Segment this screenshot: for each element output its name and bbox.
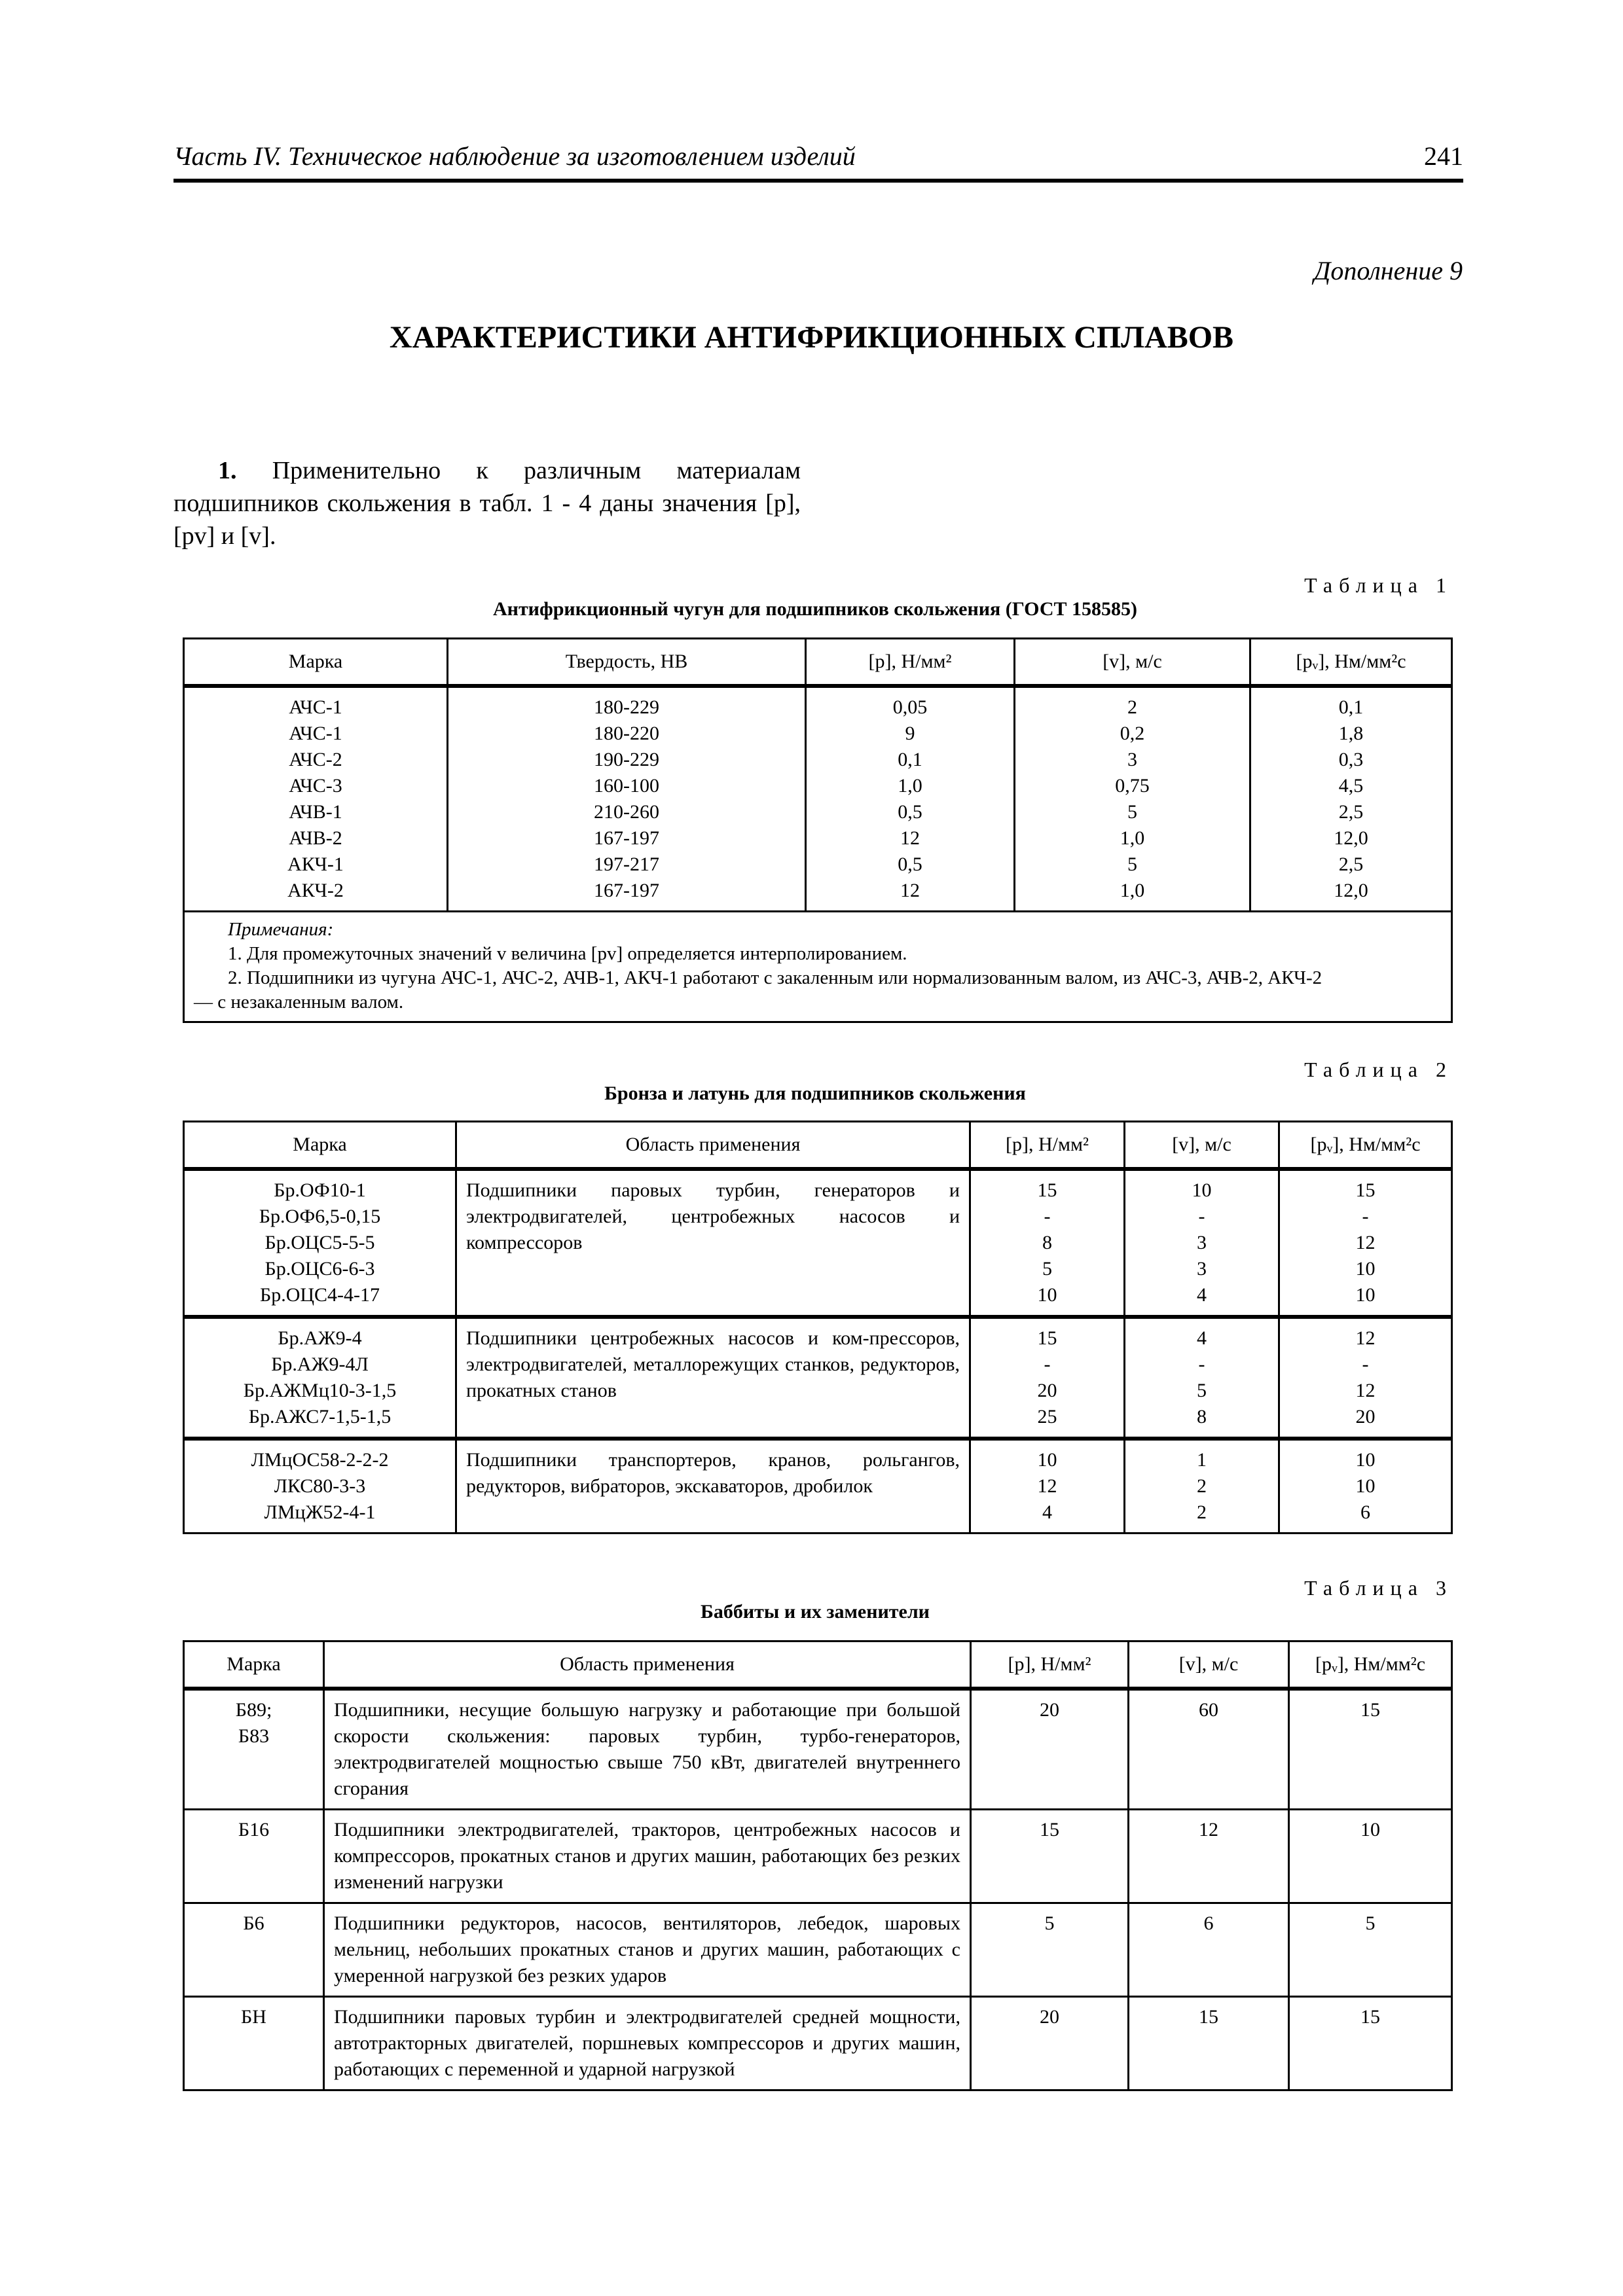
cell-value: - (1044, 1206, 1051, 1227)
cell-value: 2,5 (1338, 853, 1364, 875)
column-header: Марка (184, 1122, 456, 1170)
cell-value: 8 (1197, 1406, 1207, 1427)
cell-value: 12 (900, 880, 920, 901)
grade: Бр.ОЦС5-5-5 (264, 1232, 375, 1253)
cell-value: 10 (1355, 1284, 1376, 1306)
cell-value: - (1198, 1354, 1205, 1375)
cell-value: 9 (905, 723, 915, 744)
note-text: — с незакаленным валом. (194, 992, 404, 1013)
grade: ЛКС80-3-3 (274, 1475, 366, 1497)
grade: Бр.АЖМц10-3-1,5 (243, 1380, 397, 1401)
cell-value: 0,5 (898, 801, 922, 823)
table-row (184, 1689, 1452, 1810)
note-text: 1. Для промежуточных значений v величина [pv] определяется интерполированием. (228, 943, 907, 964)
table-cell (184, 686, 448, 912)
column-header: Марка (184, 639, 448, 687)
cell-value: 15 (1037, 1179, 1057, 1201)
table-cell (1250, 686, 1452, 912)
use-cell: Подшипники, несущие большую нагрузку и работающие при большой скорости скольжения: паровых турбин, турбо-генераторов, электродвигателей мощностью свыше 750 кВт, двигателей внутреннего сгорания (324, 1689, 971, 1810)
cell-value: 4 (1042, 1501, 1052, 1523)
column-header: Твердость, НВ (448, 639, 806, 687)
grade: ЛМцЖ52-4-1 (264, 1501, 376, 1523)
cell-value: 3 (1197, 1258, 1207, 1280)
table-row (184, 1169, 1452, 1317)
column-header: [p], Н/мм² (806, 639, 1015, 687)
table-cell (1015, 686, 1250, 912)
column-header: [v], м/с (1125, 1122, 1279, 1170)
v-cell: 12 (1129, 1810, 1289, 1903)
column-header: Область применения (456, 1122, 970, 1170)
cell-value: 4 (1197, 1327, 1207, 1349)
v-cell: 60 (1129, 1689, 1289, 1810)
column-header: [pᵥ], Нм/мм²с (1289, 1641, 1452, 1689)
use-cell (456, 1317, 970, 1439)
cell-value: АЧС-3 (289, 775, 342, 797)
p-cell (970, 1439, 1125, 1534)
cell-value: 4,5 (1338, 775, 1364, 797)
cell-value: 4 (1197, 1284, 1207, 1306)
cell-value: 2 (1127, 696, 1137, 718)
v-cell (1125, 1317, 1279, 1439)
pv-cell: 10 (1289, 1810, 1452, 1903)
column-header: [v], м/с (1015, 639, 1250, 687)
p-cell: 5 (971, 1903, 1129, 1997)
column-header: [pᵥ], Нм/мм²с (1279, 1122, 1452, 1170)
cell-value: 5 (1127, 801, 1137, 823)
cell-value: 180-220 (594, 723, 659, 744)
pv-cell (1279, 1169, 1452, 1317)
grade: Бр.ОФ6,5-0,15 (259, 1206, 381, 1227)
table2-caption: Бронза и латунь для подшипников скольжения (604, 1083, 1026, 1104)
cell-value: 5 (1127, 853, 1137, 875)
column-header: [p], Н/мм² (970, 1122, 1125, 1170)
table-row (184, 686, 1452, 912)
cell-value: 10 (1355, 1449, 1376, 1471)
table-row (184, 1810, 1452, 1903)
application-text: Подшипники центробежных насосов и ком-прессоров, электродвигателей, металлорежущих станков, редукторов, прокатных станов (466, 1327, 960, 1401)
grade: Бр.АЖ9-4Л (271, 1354, 369, 1375)
cell-value: 2,5 (1338, 801, 1364, 823)
pv-cell: 15 (1289, 1689, 1452, 1810)
cell-value: АКЧ-1 (287, 853, 344, 875)
use-cell (456, 1169, 970, 1317)
table2-label: Таблица 2 (1304, 1058, 1453, 1081)
p-cell (970, 1317, 1125, 1439)
cell-value: 0,3 (1338, 749, 1364, 770)
use-cell: Подшипники редукторов, насосов, вентиляторов, лебедок, шаровых мельниц, небольших прокатных станов и других машин, работающих с умеренной нагрузкой без резких ударов (324, 1903, 971, 1997)
cell-value: 3 (1127, 749, 1137, 770)
cell-value: 1,0 (1120, 827, 1145, 849)
cell-value: - (1198, 1206, 1205, 1227)
p-cell: 20 (971, 1997, 1129, 2090)
grade: Бр.АЖС7-1,5-1,5 (248, 1406, 392, 1427)
pv-cell (1279, 1317, 1452, 1439)
grades-cell (184, 1169, 456, 1317)
table3-label: Таблица 3 (1304, 1576, 1453, 1600)
grade: Бр.ОФ10-1 (274, 1179, 366, 1201)
table-row (184, 1903, 1452, 1997)
table-row (184, 1439, 1452, 1534)
p-cell: 20 (971, 1689, 1129, 1810)
table1-caption: Антифрикционный чугун для подшипников скольжения (ГОСТ 158585) (493, 598, 1137, 620)
grade: Бр.ОЦС4-4-17 (259, 1284, 380, 1306)
notes-title: Примечания: (228, 919, 334, 940)
table-row (184, 1997, 1452, 2090)
cell-value: 12 (900, 827, 920, 849)
cell-value: 210-260 (594, 801, 659, 823)
v-cell (1125, 1439, 1279, 1534)
cell-value: 3 (1197, 1232, 1207, 1253)
table3 (183, 1640, 1453, 2091)
cell-value: - (1362, 1354, 1369, 1375)
grades-cell (184, 1439, 456, 1534)
cell-value: АЧВ-2 (289, 827, 342, 849)
cell-value: 10 (1192, 1179, 1212, 1201)
cell-value: 12 (1355, 1380, 1376, 1401)
grade-cell: Б89; Б83 (184, 1689, 324, 1810)
p-cell (970, 1169, 1125, 1317)
cell-value: 190-229 (594, 749, 659, 770)
cell-value: 0,75 (1115, 775, 1150, 797)
cell-value: 197-217 (594, 853, 659, 875)
cell-value: 10 (1037, 1449, 1057, 1471)
notes-cell (184, 912, 1452, 1022)
column-header: Область применения (324, 1641, 971, 1689)
cell-value: 2 (1197, 1501, 1207, 1523)
supplement-label: Дополнение 9 (1313, 256, 1463, 285)
pv-cell (1279, 1439, 1452, 1534)
cell-value: 167-197 (594, 880, 659, 901)
paragraph-number: 1. (218, 457, 237, 484)
cell-value: 180-229 (594, 696, 659, 718)
cell-value: 160-100 (594, 775, 659, 797)
cell-value: АЧС-1 (289, 696, 342, 718)
cell-value: 0,1 (1338, 696, 1364, 718)
paragraph-text: Применительно к различным материалам подшипников скольжения в табл. 1 - 4 даны значения [p], [pv] и [v]. (173, 457, 801, 550)
v-cell: 15 (1129, 1997, 1289, 2090)
cell-value: АЧВ-1 (289, 801, 342, 823)
grades-cell (184, 1317, 456, 1439)
cell-value: АЧС-1 (289, 723, 342, 744)
cell-value: 0,2 (1120, 723, 1145, 744)
running-header (173, 141, 1463, 183)
cell-value: 167-197 (594, 827, 659, 849)
notes-row (184, 912, 1452, 1022)
cell-value: 2 (1197, 1475, 1207, 1497)
cell-value: 10 (1355, 1258, 1376, 1280)
application-text: Подшипники транспортеров, кранов, рольгангов, редукторов, вибраторов, экскаваторов, дробилок (466, 1449, 960, 1497)
cell-value: 8 (1042, 1232, 1052, 1253)
grade: Бр.ОЦС6-6-3 (264, 1258, 375, 1280)
p-cell: 15 (971, 1810, 1129, 1903)
cell-value: 0,05 (892, 696, 928, 718)
table-cell (806, 686, 1015, 912)
cell-value: 1,0 (898, 775, 922, 797)
cell-value: 1 (1197, 1449, 1207, 1471)
cell-value: 20 (1037, 1380, 1057, 1401)
cell-value: 10 (1037, 1284, 1057, 1306)
table1 (183, 637, 1453, 1023)
grade-cell: БН (184, 1997, 324, 2090)
table-row (184, 1317, 1452, 1439)
intro-paragraph (173, 454, 801, 552)
cell-value: 12,0 (1334, 827, 1368, 849)
pv-cell: 5 (1289, 1903, 1452, 1997)
table2 (183, 1121, 1453, 1534)
cell-value: 12 (1355, 1232, 1376, 1253)
v-cell (1125, 1169, 1279, 1317)
grade: Бр.АЖ9-4 (278, 1327, 362, 1349)
cell-value: 6 (1360, 1501, 1370, 1523)
column-header: [p], Н/мм² (971, 1641, 1129, 1689)
grade-cell: Б16 (184, 1810, 324, 1903)
v-cell: 6 (1129, 1903, 1289, 1997)
cell-value: 20 (1355, 1406, 1376, 1427)
column-header: Марка (184, 1641, 324, 1689)
use-cell (456, 1439, 970, 1534)
running-title: Часть IV. Техническое наблюдение за изготовлением изделий (173, 141, 856, 171)
application-text: Подшипники паровых турбин, генераторов и электродвигателей, центробежных насосов и компрессоров (466, 1179, 960, 1253)
use-cell: Подшипники паровых турбин и электродвигателей средней мощности, автотракторных двигателей, поршневых компрессоров и других машин, работающих с переменной и ударной нагрузкой (324, 1997, 971, 2090)
cell-value: 12 (1037, 1475, 1057, 1497)
cell-value: АКЧ-2 (287, 880, 344, 901)
cell-value: - (1044, 1354, 1051, 1375)
grade-cell: Б6 (184, 1903, 324, 1997)
table3-caption: Баббиты и их заменители (701, 1601, 930, 1623)
table1-label: Таблица 1 (1304, 573, 1453, 597)
cell-value: 0,5 (898, 853, 922, 875)
cell-value: АЧС-2 (289, 749, 342, 770)
cell-value: 1,8 (1338, 723, 1364, 744)
cell-value: 10 (1355, 1475, 1376, 1497)
cell-value: 1,0 (1120, 880, 1145, 901)
cell-value: 15 (1355, 1179, 1376, 1201)
column-header: [pᵥ], Нм/мм²с (1250, 639, 1452, 687)
table-cell (448, 686, 806, 912)
note-text: 2. Подшипники из чугуна АЧС-1, АЧС-2, АЧВ-1, АКЧ-1 работают с закаленным или нормализованным валом, из АЧС-3, АЧВ-2, АКЧ-2 (228, 967, 1322, 988)
use-cell: Подшипники электродвигателей, тракторов, центробежных насосов и компрессоров, прокатных станов и других машин, работающих без резких изменений нагрузки (324, 1810, 971, 1903)
cell-value: - (1362, 1206, 1369, 1227)
column-header: [v], м/с (1129, 1641, 1289, 1689)
cell-value: 5 (1042, 1258, 1052, 1280)
page-title: ХАРАКТЕРИСТИКИ АНТИФРИКЦИОННЫХ СПЛАВОВ (389, 320, 1234, 355)
grade: ЛМцОС58-2-2-2 (251, 1449, 389, 1471)
cell-value: 12,0 (1334, 880, 1368, 901)
cell-value: 0,1 (898, 749, 922, 770)
cell-value: 5 (1197, 1380, 1207, 1401)
cell-value: 25 (1037, 1406, 1057, 1427)
cell-value: 12 (1355, 1327, 1376, 1349)
cell-value: 15 (1037, 1327, 1057, 1349)
pv-cell: 15 (1289, 1997, 1452, 2090)
page-number: 241 (1424, 141, 1463, 171)
